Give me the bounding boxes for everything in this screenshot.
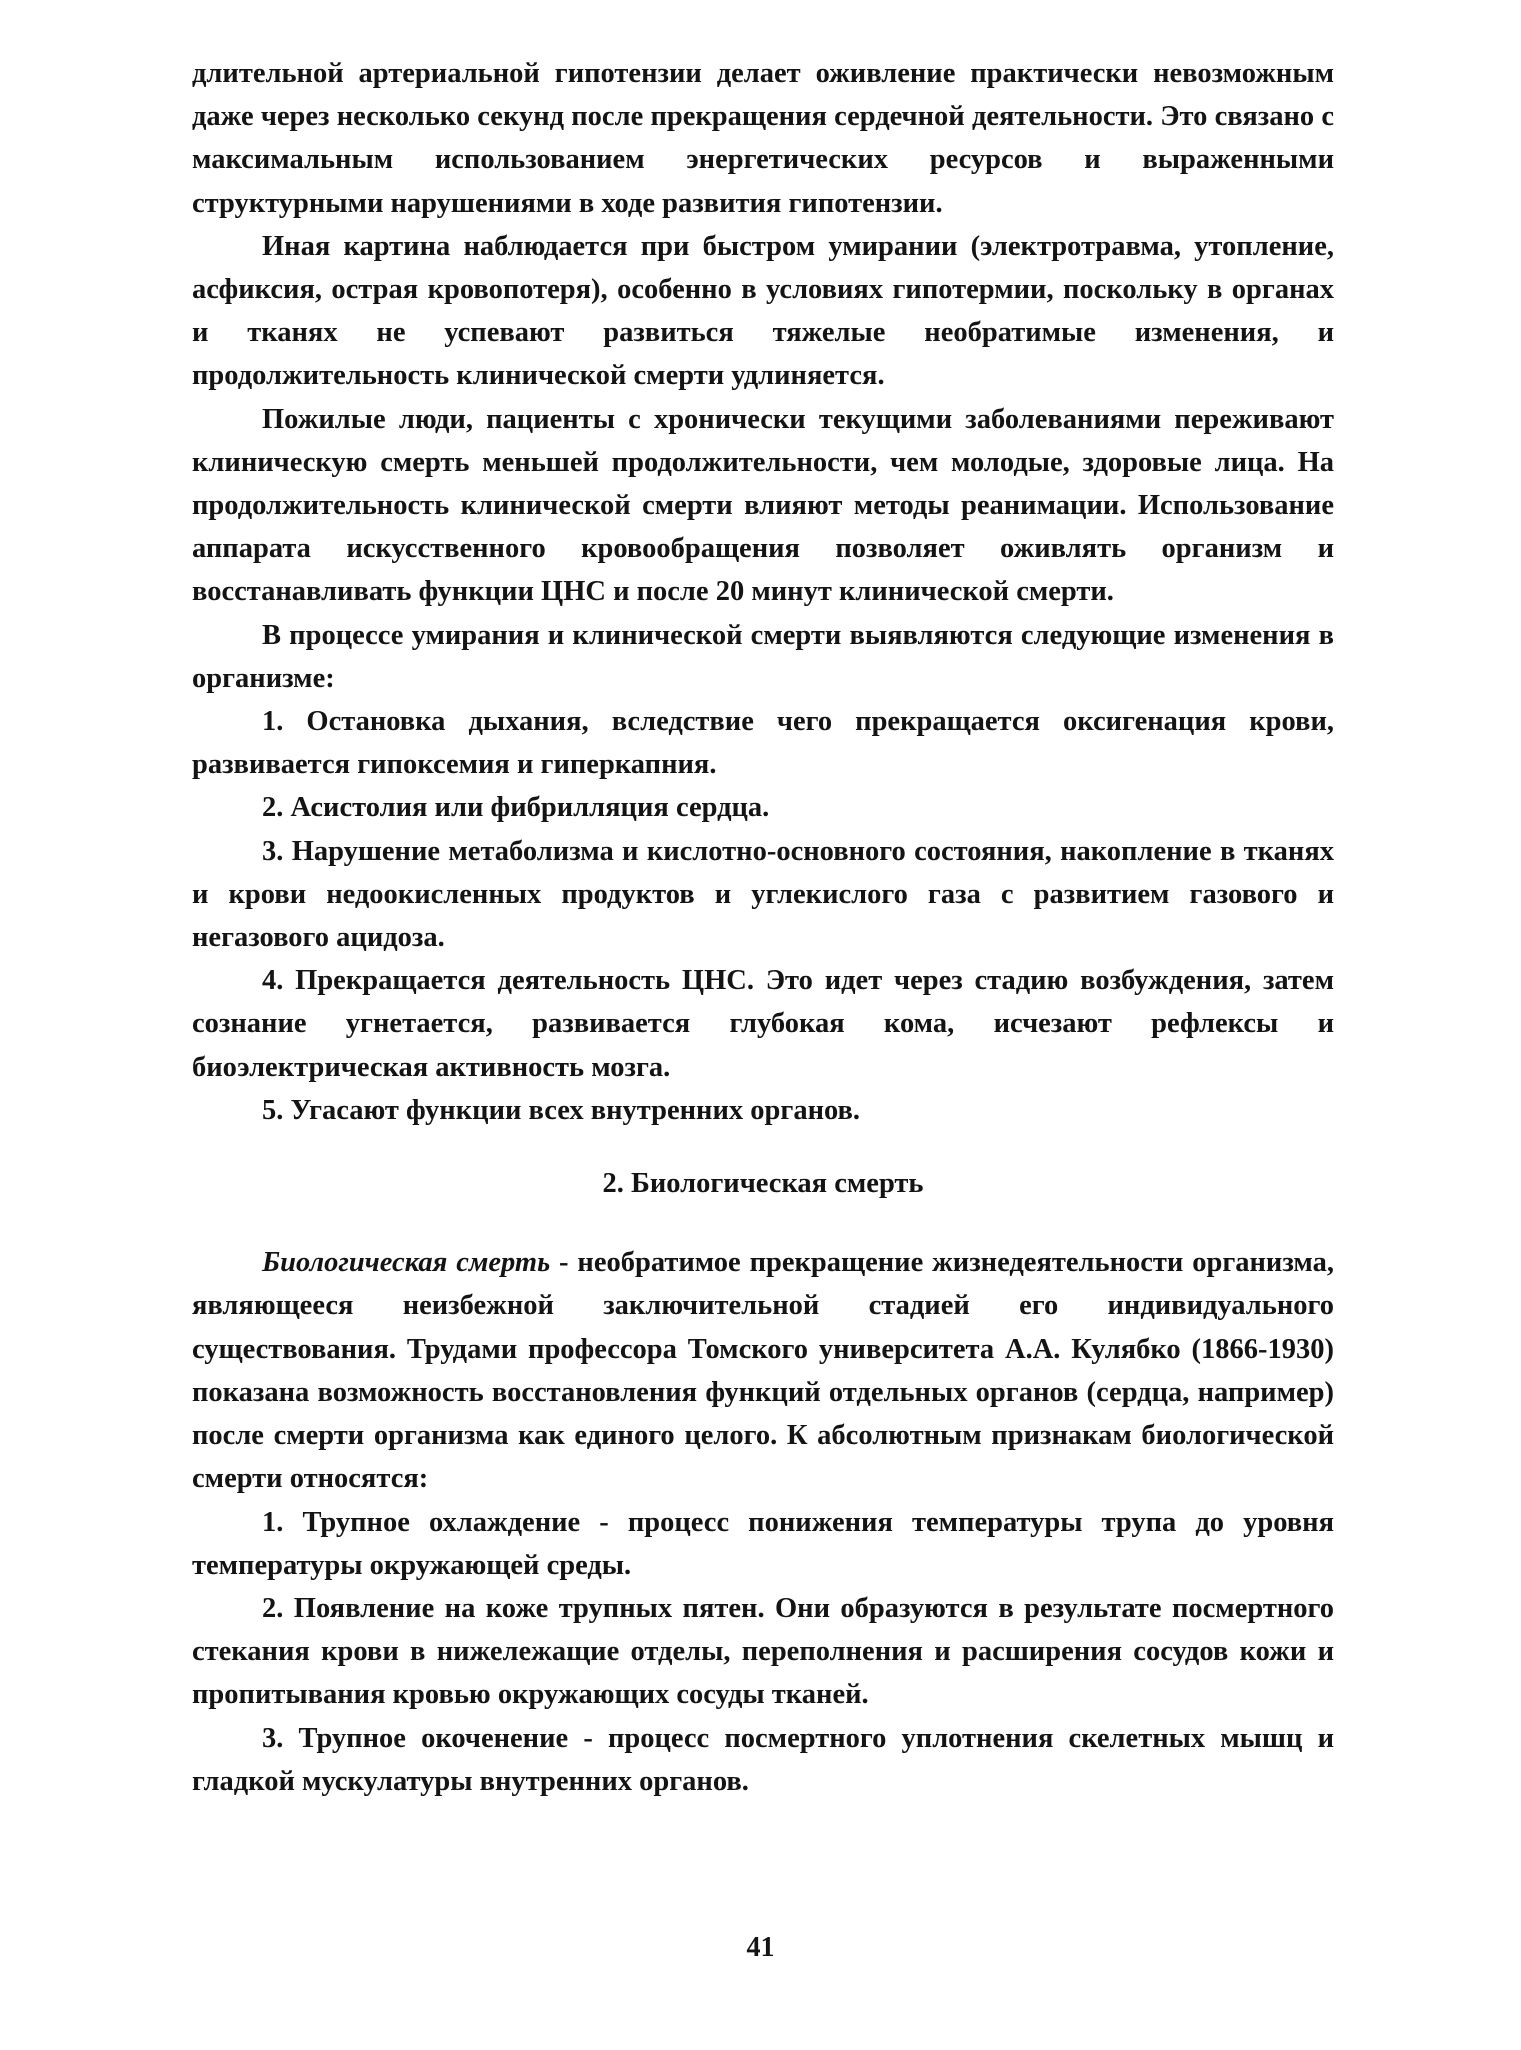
section-heading: 2. Биологическая смерть [602,1168,924,1200]
paragraph-definition [192,1241,1334,1500]
paragraph-fast-dying: Иная картина наблюдается при быстром умирании (электротравма, утопление, асфиксия, острая кровопотеря), особенно в условиях гипотермии, поскольку в органах и тканях не успевают развиться тяжелые необратимые изменения, и продолжительность клинической смерти удлиняется. [192,230,1334,392]
page-number: 41 [746,1932,775,1963]
paragraph-list-intro: В процессе умирания и клинической смерти выявляются следующие изменения в организме: [192,619,1334,694]
list-item: 1. Остановка дыхания, вследствие чего прекращается оксигенация крови, развивается гипоксемия и гиперкапния. [192,706,1334,781]
list-item: 3. Нарушение метаболизма и кислотно-основного состояния, накопление в тканях и крови недоокисленных продуктов и углекислого газа с развитием газового и негазового ацидоза. [192,835,1334,954]
paragraph-continued: длительной артериальной гипотензии делает оживление практически невозможным даже через несколько секунд после прекращения сердечной деятельности. Это связано с максимальным использованием энергетических ресурсов и выраженными структурными нарушениями в ходе развития гипотензии. [192,58,1334,219]
list-item: 5. Угасают функции всех внутренних органов. [262,1094,861,1126]
list-item: 1. Трупное охлаждение - процесс понижения температуры трупа до уровня температуры окружающей среды. [192,1506,1334,1581]
list-item: 4. Прекращается деятельность ЦНС. Это идет через стадию возбуждения, затем сознание угнетается, развивается глубокая кома, исчезают рефлексы и биоэлектрическая активность мозга. [192,965,1334,1083]
list-item: 3. Трупное окоченение - процесс посмертного уплотнения скелетных мышц и гладкой мускулатуры внутренних органов. [192,1722,1334,1797]
page-body [192,52,1334,1803]
paragraph-elderly: Пожилые люди, пациенты с хронически текущими заболеваниями переживают клиническую смерть меньшей продолжительности, чем молодые, здоровые лица. На продолжительность клинической смерти влияют методы реанимации. Использование аппарата искусственного кровообращения позволяет оживлять организм и восстанавливать функции ЦНС и после 20 минут клинической смерти. [192,403,1334,608]
defined-term: Биологическая смерть [262,1247,551,1279]
list-item: 2. Асистолия или фибрилляция сердца. [262,792,770,824]
definition-text: - необратимое прекращение жизнедеятельности организма, являющееся неизбежной заключительной стадией его индивидуального существования. Трудами профессора Томского университета А.А. Кулябко (1866-1930) показана возможность восстановления функций отдельных органов (сердца, например) после смерти организма как единого целого. К абсолютным признакам биологической смерти относятся: [192,1247,1334,1495]
list-item: 2. Появление на коже трупных пятен. Они образуются в результате посмертного стекания крови в нижележащие отделы, переполнения и расширения сосудов кожи и пропитывания кровью окружающих сосуды тканей. [192,1592,1334,1711]
